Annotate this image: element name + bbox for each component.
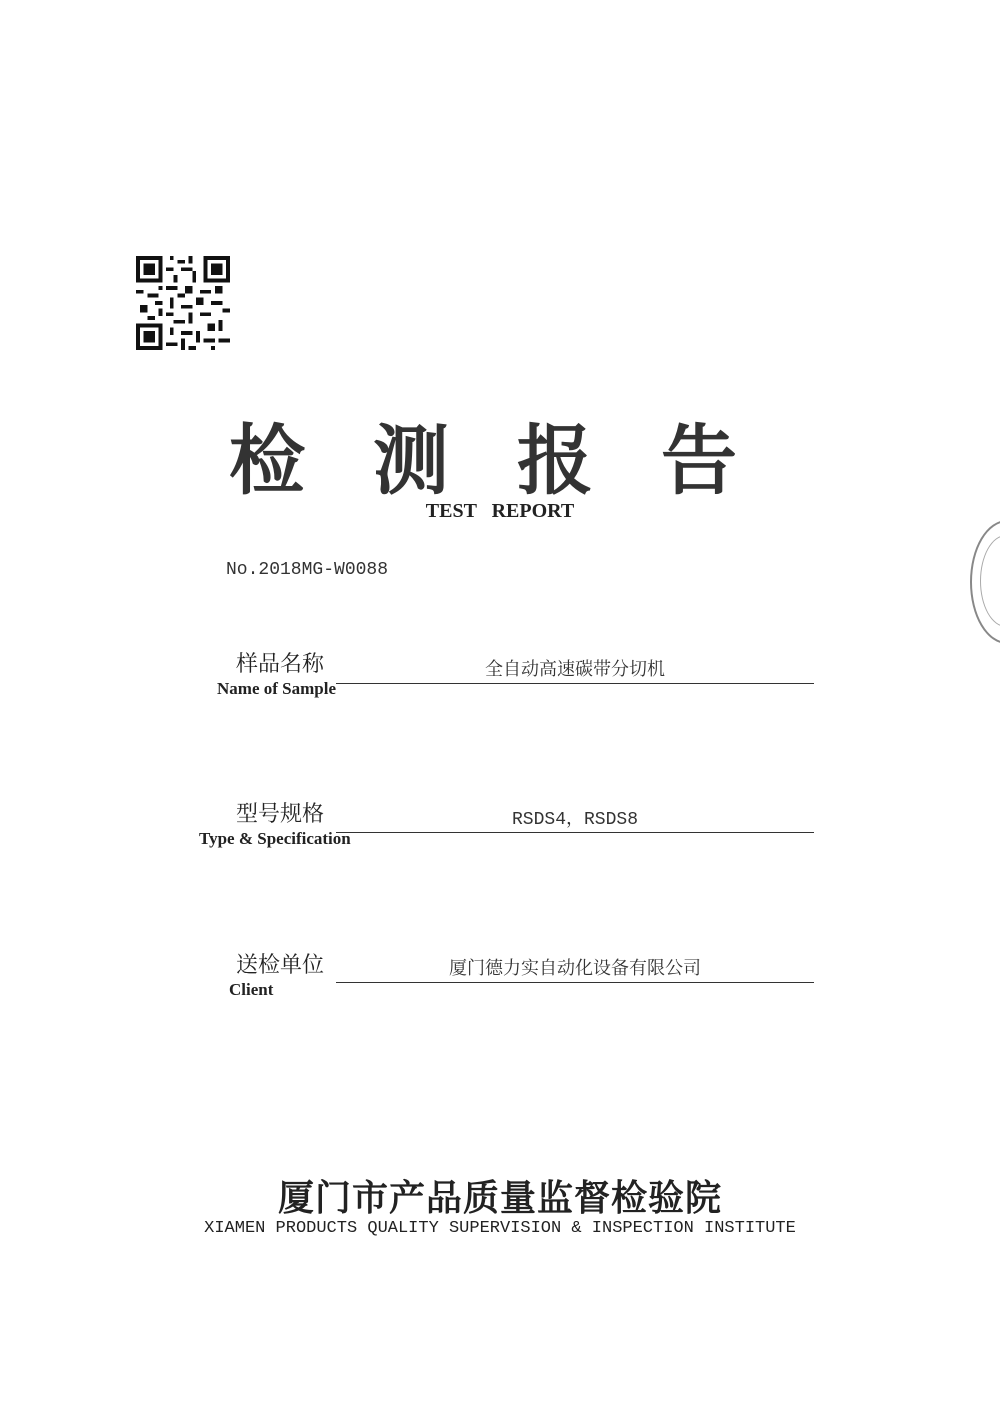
client-value: 厦门德力实自动化设备有限公司 — [336, 954, 814, 983]
client-label-en: Client — [229, 980, 274, 999]
client-label: 送检单位 — [236, 953, 325, 978]
sample-name-label-en: Name of Sample — [217, 679, 336, 698]
type-spec-value: RSDS4，RSDS8 — [336, 804, 814, 833]
sample-name-label: 样品名称 — [236, 652, 325, 677]
institute-name-en: XIAMEN PRODUCTS QUALITY SUPERVISION & INSPECTION INSTITUTE — [204, 1219, 796, 1238]
report-title: 检测报告 — [229, 416, 805, 505]
sample-name-value: 全自动高速碳带分切机 — [336, 655, 814, 684]
report-number: No.2018MG-W0088 — [226, 560, 389, 580]
type-spec-label-en: Type & Specification — [199, 829, 351, 848]
institute-name: 厦门市产品质量监督检验院 — [277, 1177, 722, 1219]
qr-code-icon — [136, 256, 230, 350]
type-spec-label: 型号规格 — [236, 802, 325, 827]
report-title-en: TEST REPORT — [425, 500, 575, 522]
